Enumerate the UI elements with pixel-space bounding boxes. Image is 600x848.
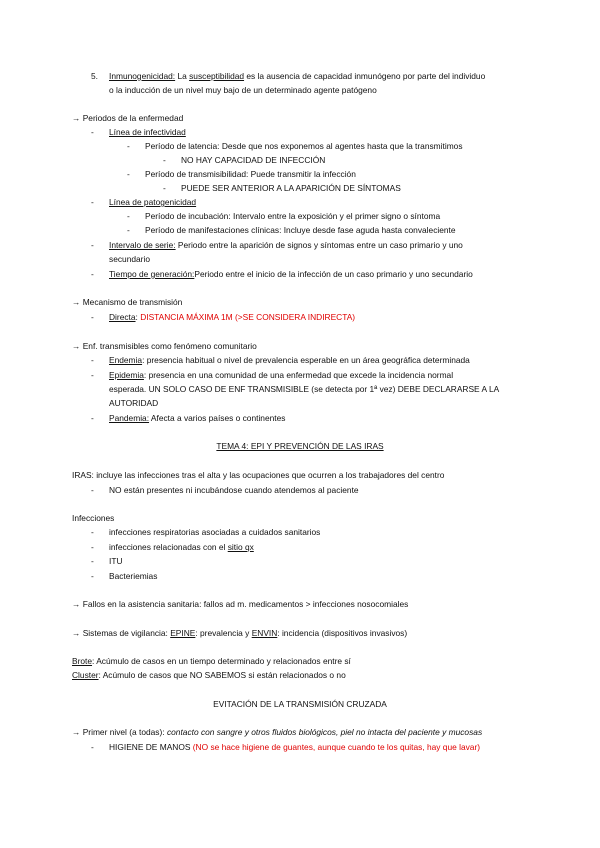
term: susceptibilidad: [189, 71, 245, 81]
text-line: Bacteriemias: [109, 571, 158, 581]
bullet: -: [91, 355, 94, 365]
section-heading: → Enf. transmisibles como fenómeno comunitario: [72, 341, 257, 351]
text-line: o la inducción de un nivel muy bajo de un determinado agente patógeno: [109, 85, 377, 95]
bullet: -: [127, 169, 130, 179]
bullet: -: [127, 211, 130, 221]
text-span: : prevalencia y: [195, 628, 252, 638]
text-span: Afecta a varios países o continentes: [149, 413, 286, 423]
section-heading: → Mecanismo de transmisión: [72, 297, 183, 307]
topic-title: TEMA 4: EPI Y PREVENCIÓN DE LAS IRAS: [216, 441, 384, 451]
text-span: infecciones relacionadas con el: [109, 542, 228, 552]
bullet: -: [127, 141, 130, 151]
bullet: -: [91, 240, 94, 250]
text-line: [109, 70, 485, 82]
text-line: [72, 669, 346, 681]
term: Intervalo de serie:: [109, 240, 176, 250]
text-span: es la ausencia de capacidad inmunógeno por parte del individuo: [244, 71, 486, 81]
section-heading: Infecciones: [72, 513, 115, 523]
bullet: -: [163, 183, 166, 193]
text-line: Período de manifestaciones clínicas: Incluye desde fase aguda hasta convaleciente: [145, 225, 456, 235]
text-span: :: [135, 312, 141, 322]
section-heading: → Periodos de la enfermedad: [72, 113, 184, 123]
term: EPINE: [170, 628, 196, 638]
highlight-text: (NO se hace higiene de guantes, aunque cuando te los quitas, hay que lavar): [192, 742, 481, 752]
bullet: -: [91, 542, 94, 552]
term: sitio qx: [227, 542, 254, 552]
bullet: -: [91, 571, 94, 581]
term: Cluster: [72, 670, 99, 680]
bullet: -: [91, 485, 94, 495]
text-span: : Acúmulo de casos que NO SABEMOS si están relacionados o no: [98, 670, 346, 680]
text-line: AUTORIDAD: [109, 398, 159, 408]
text-line: NO están presentes ni incubándose cuando atendemos al paciente: [109, 485, 359, 495]
bullet: -: [91, 370, 94, 380]
text-line: Período de latencia: Desde que nos exponemos al agentes hasta que la transmitimos: [145, 141, 463, 151]
term: ENVIN: [251, 628, 278, 638]
bullet: -: [91, 197, 94, 207]
text-line: [72, 627, 407, 639]
term: Tiempo de generación:: [109, 269, 195, 279]
bullet: -: [91, 527, 94, 537]
sub-heading: Línea de infectividad: [109, 127, 186, 137]
highlight-text: DISTANCIA MÁXIMA 1M (>SE CONSIDERA INDIRECTA): [140, 312, 356, 322]
text-line: [109, 369, 453, 381]
bullet: -: [91, 312, 94, 322]
text-line: [109, 311, 355, 323]
text-span: → Sistemas de vigilancia:: [72, 628, 171, 638]
text-span: : incidencia (dispositivos invasivos): [277, 628, 408, 638]
text-span: Periodo entre la aparición de signos y síntomas entre un caso primario y uno: [175, 240, 463, 250]
bullet: -: [91, 742, 94, 752]
text-line: [109, 239, 463, 251]
term: Endemia: [109, 355, 143, 365]
term: Directa: [109, 312, 136, 322]
bullet: -: [91, 269, 94, 279]
italic-text: contacto con sangre y otros fluidos biológicos, piel no intacta del paciente y mucosas: [166, 727, 483, 737]
text-line: [109, 741, 480, 753]
text-line: → Fallos en la asistencia sanitaria: fallos ad m. medicamentos > infecciones nosocomiales: [72, 599, 409, 609]
list-number: 5.: [91, 71, 98, 81]
text-line: NO HAY CAPACIDAD DE INFECCIÓN: [181, 155, 326, 165]
term: Epidemia: [109, 370, 144, 380]
text-span: : Acúmulo de casos en un tiempo determinado y relacionados entre sí: [92, 656, 351, 666]
sub-heading: Línea de patogenicidad: [109, 197, 197, 207]
text-span: → Primer nivel (a todas):: [72, 727, 167, 737]
text-line: [72, 726, 482, 738]
text-span: : presencia habitual o nivel de prevalencia esperable en un área geográfica determinada: [142, 355, 470, 365]
text-span: Periodo entre el inicio de la infección de un caso primario y uno secundario: [194, 269, 473, 279]
bullet: -: [163, 155, 166, 165]
text-line: infecciones respiratorias asociadas a cuidados sanitarios: [109, 527, 321, 537]
text-line: ITU: [109, 556, 123, 566]
term: Brote: [72, 656, 93, 666]
text-span: : presencia en una comunidad de una enfermedad que excede la incidencia normal: [143, 370, 454, 380]
text-line: esperada. UN SOLO CASO DE ENF TRANSMISIBLE (se detecta por 1ª vez) DEBE DECLARARSE A LA: [109, 384, 500, 394]
text-line: [109, 412, 285, 424]
text-line: [72, 655, 351, 667]
text-span: La: [175, 71, 190, 81]
text-line: Período de transmisibilidad: Puede transmitir la infección: [145, 169, 356, 179]
text-line: PUEDE SER ANTERIOR A LA APARICIÓN DE SÍNTOMAS: [181, 183, 401, 193]
section-title: EVITACIÓN DE LA TRANSMISIÓN CRUZADA: [213, 699, 387, 709]
text-span: HIGIENE DE MANOS: [109, 742, 193, 752]
bullet: -: [91, 127, 94, 137]
text-line: [109, 354, 470, 366]
text-line: [109, 541, 254, 553]
text-line: [109, 268, 473, 280]
text-line: IRAS: incluye las infecciones tras el alta y las ocupaciones que ocurren a los trabajadores del centro: [72, 470, 445, 480]
term: Inmunogenicidad:: [109, 71, 176, 81]
term: Pandemia:: [109, 413, 150, 423]
bullet: -: [91, 556, 94, 566]
text-line: Período de incubación: Intervalo entre la exposición y el primer signo o síntoma: [145, 211, 441, 221]
bullet: -: [91, 413, 94, 423]
bullet: -: [127, 225, 130, 235]
text-line: secundario: [109, 254, 150, 264]
